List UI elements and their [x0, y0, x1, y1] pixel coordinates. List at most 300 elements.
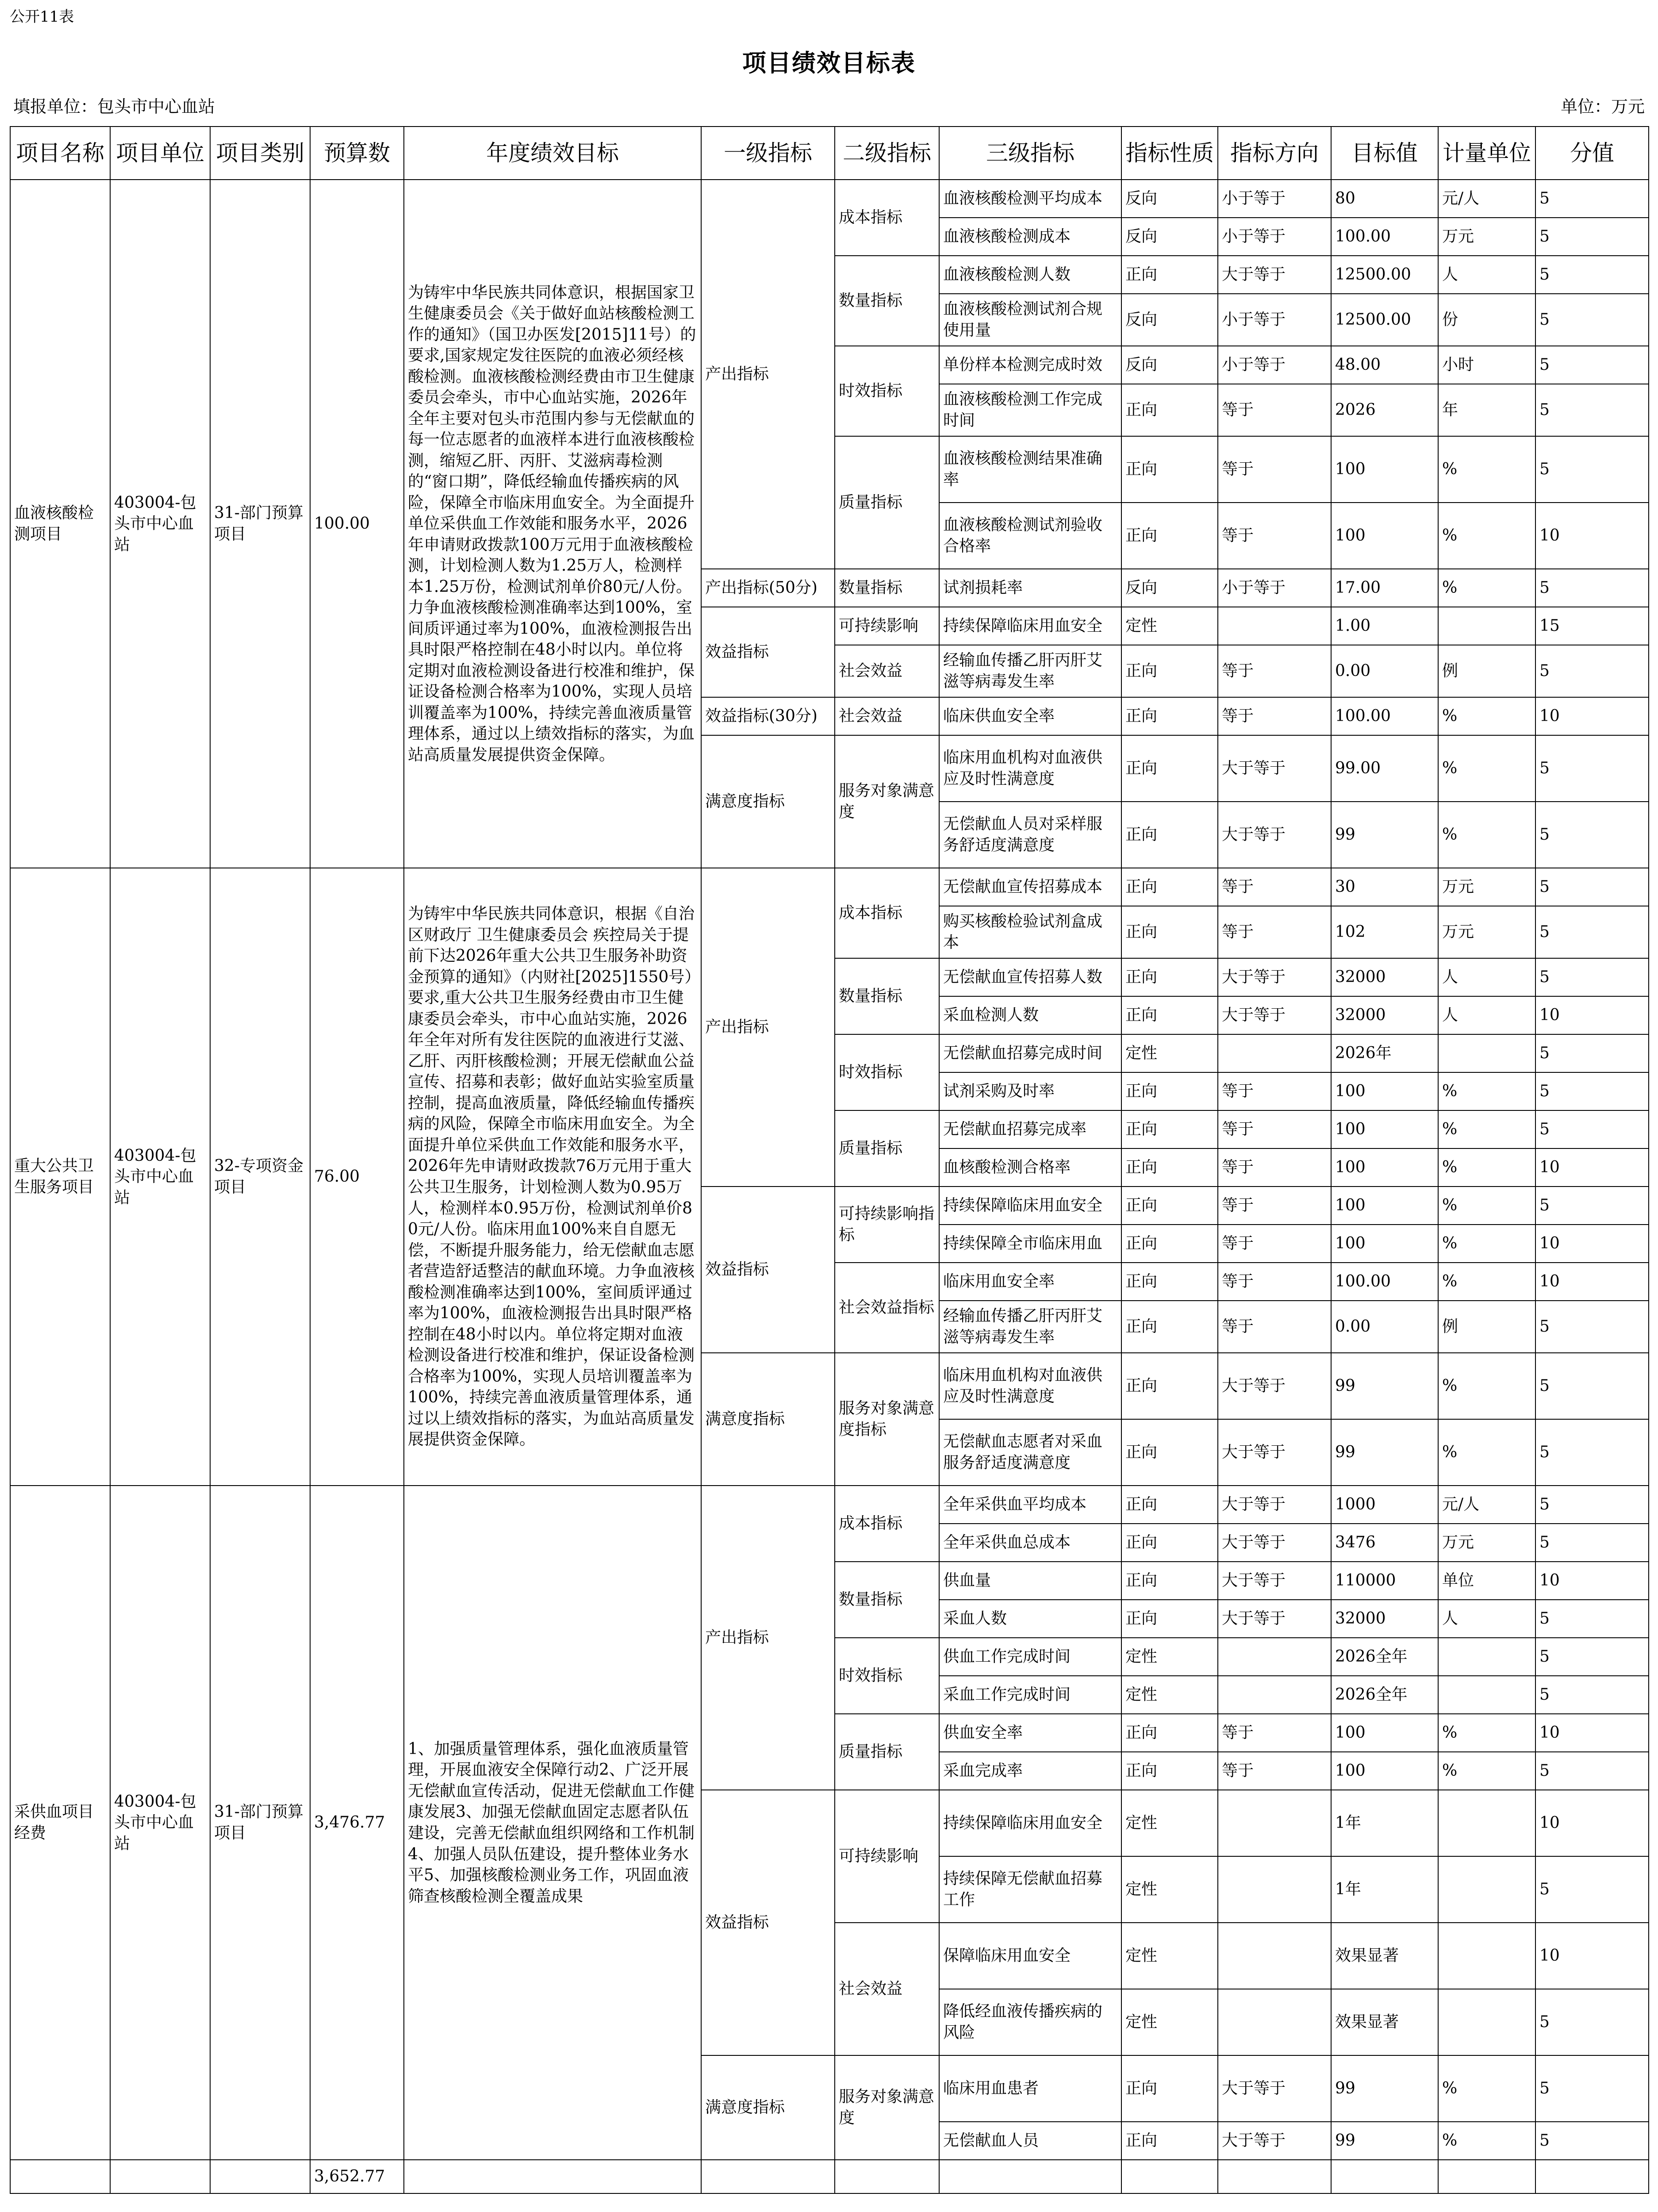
indicator-direction [1218, 1034, 1331, 1072]
target-value: 48.00 [1331, 346, 1438, 384]
score: 10 [1535, 1714, 1649, 1752]
target-value: 99.00 [1331, 735, 1438, 802]
score: 15 [1535, 607, 1649, 645]
measure-unit: % [1438, 1187, 1535, 1225]
score: 5 [1535, 2055, 1649, 2122]
level1-indicator: 效益指标 [701, 1187, 835, 1353]
level3-indicator: 供血工作完成时间 [939, 1638, 1121, 1676]
annual-goal: 为铸牢中华民族共同体意识，根据《自治区财政厅 卫生健康委员会 疾控局关于提前下达2026年重大公共卫生服务补助资金预算的通知》（内财社[2025]1550号）要求,重大公共卫生服务经费由市卫生健康委员会牵头，市中心血站实施，2026年全年对所有发往医院的血液进行艾滋、乙肝、丙肝核酸检测；开展无偿献血公益宣传、招募和表彰；做好血站实验室质量控制，提高血液质量，降低经输血传播疾病的风险，保障全市临床用血安全。为全面提升单位采供血工作效能和服务水平，2026年先申请财政拨款76万元用于重大公共卫生服务，计划检测人数为0.95万人，检测样本0.95万份，检测试剂单价80元/人份。临床用血100%来自自愿无偿，不断提升服务能力，给无偿献血志愿者营造舒适整洁的献血环境。力争血液核酸检测准确率达到100%，室间质评通过率为100%，血液检测报告出具时限严格控制在48小时以内。单位将定期对血液检测设备进行校准和维护，保证设备检测合格率为100%，实现人员培训覆盖率为100%，持续完善血液质量管理体系，通过以上绩效指标的落实，为血站高质量发展提供资金保障。 [404, 868, 701, 1486]
sheet-id: 公开11表 [10, 8, 74, 26]
indicator-direction [1218, 1989, 1331, 2055]
indicator-direction: 大于等于 [1218, 2122, 1331, 2160]
indicator-nature: 正向 [1121, 1110, 1218, 1148]
measure-unit: 万元 [1438, 218, 1535, 256]
target-value: 100.00 [1331, 1263, 1438, 1301]
score: 5 [1535, 180, 1649, 218]
indicator-direction: 等于 [1218, 1148, 1331, 1187]
score: 5 [1535, 1600, 1649, 1638]
indicator-nature: 正向 [1121, 1148, 1218, 1187]
measure-unit: % [1438, 2055, 1535, 2122]
level3-indicator: 持续保障临床用血安全 [939, 607, 1121, 645]
target-value: 2026全年 [1331, 1676, 1438, 1714]
col-header: 计量单位 [1438, 127, 1535, 180]
measure-unit: 万元 [1438, 868, 1535, 906]
target-value: 100 [1331, 1072, 1438, 1110]
indicator-nature: 正向 [1121, 697, 1218, 735]
col-header: 年度绩效目标 [404, 127, 701, 180]
indicator-nature: 正向 [1121, 1524, 1218, 1562]
target-value: 100 [1331, 1225, 1438, 1263]
level2-indicator: 成本指标 [835, 180, 939, 256]
empty-cell [939, 2160, 1121, 2193]
level3-indicator: 血液核酸检测成本 [939, 218, 1121, 256]
target-value: 1.00 [1331, 607, 1438, 645]
measure-unit [1438, 1034, 1535, 1072]
indicator-direction: 大于等于 [1218, 256, 1331, 294]
score: 5 [1535, 346, 1649, 384]
level3-indicator: 无偿献血宣传招募成本 [939, 868, 1121, 906]
score: 10 [1535, 1225, 1649, 1263]
indicator-nature: 正向 [1121, 996, 1218, 1034]
score: 10 [1535, 1923, 1649, 1989]
score: 5 [1535, 1419, 1649, 1486]
indicator-nature: 正向 [1121, 868, 1218, 906]
level2-indicator: 社会效益 [835, 697, 939, 735]
measure-unit: % [1438, 1353, 1535, 1419]
empty-cell [701, 2160, 835, 2193]
level3-indicator: 临床供血安全率 [939, 697, 1121, 735]
indicator-nature: 正向 [1121, 1419, 1218, 1486]
indicator-nature: 正向 [1121, 384, 1218, 436]
score: 5 [1535, 436, 1649, 503]
indicator-direction: 等于 [1218, 1752, 1331, 1790]
indicator-direction: 等于 [1218, 868, 1331, 906]
col-header: 三级指标 [939, 127, 1121, 180]
target-value: 100 [1331, 1752, 1438, 1790]
target-value: 102 [1331, 906, 1438, 958]
level3-indicator: 临床用血安全率 [939, 1263, 1121, 1301]
score: 5 [1535, 218, 1649, 256]
level2-indicator: 社会效益指标 [835, 1263, 939, 1353]
target-value: 12500.00 [1331, 294, 1438, 346]
table-row [10, 1486, 1649, 1524]
target-value: 32000 [1331, 1600, 1438, 1638]
total-row [10, 2160, 1649, 2193]
level3-indicator: 无偿献血宣传招募人数 [939, 958, 1121, 996]
table-row [10, 180, 1649, 218]
indicator-nature: 正向 [1121, 503, 1218, 569]
annual-goal: 为铸牢中华民族共同体意识，根据国家卫生健康委员会《关于做好血站核酸检测工作的通知》（国卫办医发[2015]11号）的要求,国家规定发往医院的血液必须经核酸检测。血液核酸检测经费由市卫生健康委员会牵头，市中心血站实施，2026年全年主要对包头市范围内参与无偿献血的每一位志愿者的血液样本进行血液核酸检测，缩短乙肝、丙肝、艾滋病毒检测的“窗口期”，降低经输血传播疾病的风险，保障全市临床用血安全。为全面提升单位采供血工作效能和服务水平，2026年申请财政拨款100万元用于血液核酸检测，计划检测人数为1.25万人，检测样本1.25万份，检测试剂单价80元/人份。力争血液核酸检测准确率达到100%，室间质评通过率为100%，血液检测报告出具时限严格控制在48小时以内。单位将定期对血液检测设备进行校准和维护，保证设备检测合格率为100%，实现人员培训覆盖率为100%，持续完善血液质量管理体系，通过以上绩效指标的落实，为血站高质量发展提供资金保障。 [404, 180, 701, 868]
col-header: 项目名称 [10, 127, 110, 180]
target-value: 99 [1331, 802, 1438, 868]
indicator-nature: 正向 [1121, 1353, 1218, 1419]
level2-indicator: 成本指标 [835, 868, 939, 958]
indicator-nature: 定性 [1121, 1676, 1218, 1714]
measure-unit: 人 [1438, 958, 1535, 996]
measure-unit: 年 [1438, 384, 1535, 436]
target-value: 效果显著 [1331, 1989, 1438, 2055]
table-row [10, 868, 1649, 906]
currency-unit: 单位：万元 [1560, 97, 1645, 116]
target-value: 100 [1331, 1148, 1438, 1187]
level3-indicator: 经输血传播乙肝丙肝艾滋等病毒发生率 [939, 645, 1121, 697]
score: 10 [1535, 1562, 1649, 1600]
level3-indicator: 全年采供血平均成本 [939, 1486, 1121, 1524]
col-header: 预算数 [310, 127, 404, 180]
indicator-direction: 大于等于 [1218, 1486, 1331, 1524]
empty-cell [1218, 2160, 1331, 2193]
measure-unit: 元/人 [1438, 1486, 1535, 1524]
level3-indicator: 全年采供血总成本 [939, 1524, 1121, 1562]
level3-indicator: 试剂损耗率 [939, 569, 1121, 607]
indicator-nature: 正向 [1121, 1600, 1218, 1638]
level2-indicator: 数量指标 [835, 256, 939, 346]
measure-unit: % [1438, 802, 1535, 868]
project-unit: 403004-包头市中心血站 [110, 180, 210, 868]
empty-cell [404, 2160, 701, 2193]
indicator-nature: 正向 [1121, 735, 1218, 802]
project-budget: 76.00 [310, 868, 404, 1486]
indicator-nature: 正向 [1121, 256, 1218, 294]
score: 5 [1535, 1856, 1649, 1923]
measure-unit: % [1438, 503, 1535, 569]
col-header: 分值 [1535, 127, 1649, 180]
indicator-direction [1218, 1676, 1331, 1714]
project-category: 32-专项资金项目 [210, 868, 310, 1486]
measure-unit: % [1438, 1110, 1535, 1148]
score: 5 [1535, 1486, 1649, 1524]
target-value: 1年 [1331, 1856, 1438, 1923]
measure-unit: 例 [1438, 645, 1535, 697]
indicator-direction: 等于 [1218, 906, 1331, 958]
measure-unit: 人 [1438, 1600, 1535, 1638]
col-header: 目标值 [1331, 127, 1438, 180]
level1-indicator: 产出指标(50分) [701, 569, 835, 607]
level3-indicator: 血液核酸检测人数 [939, 256, 1121, 294]
level3-indicator: 采血完成率 [939, 1752, 1121, 1790]
level3-indicator: 试剂采购及时率 [939, 1072, 1121, 1110]
indicator-direction: 等于 [1218, 1225, 1331, 1263]
level3-indicator: 血液核酸检测试剂合规使用量 [939, 294, 1121, 346]
measure-unit [1438, 1989, 1535, 2055]
col-header: 指标方向 [1218, 127, 1331, 180]
target-value: 32000 [1331, 996, 1438, 1034]
target-value: 效果显著 [1331, 1923, 1438, 1989]
reporting-unit: 填报单位：包头市中心血站 [13, 97, 215, 116]
indicator-direction [1218, 1923, 1331, 1989]
score: 5 [1535, 958, 1649, 996]
col-header: 项目类别 [210, 127, 310, 180]
level2-indicator: 质量指标 [835, 1110, 939, 1187]
level2-indicator: 成本指标 [835, 1486, 939, 1562]
indicator-direction [1218, 1638, 1331, 1676]
measure-unit: 例 [1438, 1301, 1535, 1353]
indicator-direction: 小于等于 [1218, 294, 1331, 346]
empty-cell [1331, 2160, 1438, 2193]
indicator-nature: 定性 [1121, 1034, 1218, 1072]
measure-unit: % [1438, 1714, 1535, 1752]
indicator-direction: 等于 [1218, 1187, 1331, 1225]
measure-unit: % [1438, 1072, 1535, 1110]
level3-indicator: 采血工作完成时间 [939, 1676, 1121, 1714]
indicator-direction: 大于等于 [1218, 1524, 1331, 1562]
level3-indicator: 无偿献血招募完成时间 [939, 1034, 1121, 1072]
indicator-nature: 反向 [1121, 180, 1218, 218]
indicator-nature: 正向 [1121, 2055, 1218, 2122]
level2-indicator: 社会效益 [835, 1923, 939, 2055]
project-name: 采供血项目经费 [10, 1486, 110, 2160]
page-title: 项目绩效目标表 [742, 49, 916, 77]
score: 5 [1535, 802, 1649, 868]
indicator-direction: 等于 [1218, 1072, 1331, 1110]
project-unit: 403004-包头市中心血站 [110, 1486, 210, 2160]
level1-indicator: 效益指标 [701, 607, 835, 697]
level2-indicator: 数量指标 [835, 958, 939, 1034]
indicator-nature: 正向 [1121, 1225, 1218, 1263]
score: 5 [1535, 735, 1649, 802]
target-value: 17.00 [1331, 569, 1438, 607]
target-value: 100.00 [1331, 218, 1438, 256]
indicator-nature: 正向 [1121, 436, 1218, 503]
level3-indicator: 供血量 [939, 1562, 1121, 1600]
target-value: 110000 [1331, 1562, 1438, 1600]
indicator-direction: 大于等于 [1218, 1562, 1331, 1600]
project-budget: 3,476.77 [310, 1486, 404, 2160]
score: 10 [1535, 503, 1649, 569]
level1-indicator: 满意度指标 [701, 1353, 835, 1486]
measure-unit [1438, 1638, 1535, 1676]
level2-indicator: 可持续影响 [835, 607, 939, 645]
level3-indicator: 供血安全率 [939, 1714, 1121, 1752]
project-unit: 403004-包头市中心血站 [110, 868, 210, 1486]
level3-indicator: 经输血传播乙肝丙肝艾滋等病毒发生率 [939, 1301, 1121, 1353]
indicator-nature: 反向 [1121, 346, 1218, 384]
score: 5 [1535, 906, 1649, 958]
measure-unit: 人 [1438, 256, 1535, 294]
header-row [10, 127, 1649, 180]
score: 5 [1535, 1524, 1649, 1562]
level2-indicator: 时效指标 [835, 346, 939, 436]
empty-cell [835, 2160, 939, 2193]
indicator-direction: 大于等于 [1218, 1353, 1331, 1419]
empty-cell [1121, 2160, 1218, 2193]
score: 5 [1535, 569, 1649, 607]
score: 5 [1535, 384, 1649, 436]
score: 5 [1535, 1187, 1649, 1225]
measure-unit: 小时 [1438, 346, 1535, 384]
project-budget: 100.00 [310, 180, 404, 868]
level2-indicator: 服务对象满意度 [835, 735, 939, 868]
target-value: 2026年 [1331, 1034, 1438, 1072]
score: 5 [1535, 1752, 1649, 1790]
indicator-direction: 等于 [1218, 384, 1331, 436]
indicator-direction: 大于等于 [1218, 735, 1331, 802]
score: 5 [1535, 1989, 1649, 2055]
indicator-direction [1218, 1856, 1331, 1923]
score: 10 [1535, 996, 1649, 1034]
col-header: 指标性质 [1121, 127, 1218, 180]
indicator-direction: 等于 [1218, 645, 1331, 697]
target-value: 99 [1331, 1419, 1438, 1486]
level2-indicator: 质量指标 [835, 1714, 939, 1790]
score: 10 [1535, 697, 1649, 735]
indicator-direction: 小于等于 [1218, 569, 1331, 607]
indicator-direction: 等于 [1218, 697, 1331, 735]
target-value: 100 [1331, 1187, 1438, 1225]
level2-indicator: 数量指标 [835, 1562, 939, 1638]
measure-unit: % [1438, 1419, 1535, 1486]
indicator-nature: 反向 [1121, 218, 1218, 256]
level3-indicator: 无偿献血人员对采样服务舒适度满意度 [939, 802, 1121, 868]
indicator-nature: 反向 [1121, 294, 1218, 346]
indicator-nature: 正向 [1121, 1562, 1218, 1600]
target-value: 32000 [1331, 958, 1438, 996]
measure-unit: % [1438, 735, 1535, 802]
empty-cell [110, 2160, 210, 2193]
indicator-direction: 小于等于 [1218, 180, 1331, 218]
level2-indicator: 服务对象满意度 [835, 2055, 939, 2160]
score: 5 [1535, 1110, 1649, 1148]
empty-cell [10, 2160, 110, 2193]
score: 5 [1535, 294, 1649, 346]
annual-goal: 1、加强质量管理体系，强化血液质量管理，开展血液安全保障行动2、广泛开展无偿献血宣传活动，促进无偿献血工作健康发展3、加强无偿献血固定志愿者队伍建设，完善无偿献血组织网络和工作机制4、加强人员队伍建设，提升整体业务水平5、加强核酸检测业务工作，巩固血液筛查核酸检测全覆盖成果 [404, 1486, 701, 2160]
target-value: 99 [1331, 2055, 1438, 2122]
level3-indicator: 血核酸检测合格率 [939, 1148, 1121, 1187]
level3-indicator: 血液核酸检测结果准确率 [939, 436, 1121, 503]
indicator-direction: 大于等于 [1218, 1600, 1331, 1638]
level3-indicator: 保障临床用血安全 [939, 1923, 1121, 1989]
target-value: 99 [1331, 2122, 1438, 2160]
level2-indicator: 时效指标 [835, 1638, 939, 1714]
indicator-nature: 定性 [1121, 1790, 1218, 1856]
indicator-direction [1218, 1790, 1331, 1856]
target-value: 100 [1331, 436, 1438, 503]
level2-indicator: 质量指标 [835, 436, 939, 569]
level3-indicator: 持续保障临床用血安全 [939, 1790, 1121, 1856]
level2-indicator: 社会效益 [835, 645, 939, 697]
project-category: 31-部门预算项目 [210, 1486, 310, 2160]
level3-indicator: 采血检测人数 [939, 996, 1121, 1034]
indicator-nature: 定性 [1121, 1989, 1218, 2055]
level3-indicator: 临床用血患者 [939, 2055, 1121, 2122]
level3-indicator: 血液核酸检测试剂验收合格率 [939, 503, 1121, 569]
level3-indicator: 无偿献血人员 [939, 2122, 1121, 2160]
level3-indicator: 采血人数 [939, 1600, 1121, 1638]
measure-unit [1438, 607, 1535, 645]
target-value: 0.00 [1331, 645, 1438, 697]
target-value: 1年 [1331, 1790, 1438, 1856]
target-value: 100 [1331, 1714, 1438, 1752]
measure-unit [1438, 1923, 1535, 1989]
project-name: 血液核酸检测项目 [10, 180, 110, 868]
level1-indicator: 产出指标 [701, 868, 835, 1187]
score: 5 [1535, 645, 1649, 697]
project-category: 31-部门预算项目 [210, 180, 310, 868]
indicator-nature: 正向 [1121, 958, 1218, 996]
score: 5 [1535, 256, 1649, 294]
level2-indicator: 时效指标 [835, 1034, 939, 1110]
indicator-direction: 大于等于 [1218, 996, 1331, 1034]
measure-unit: % [1438, 697, 1535, 735]
indicator-nature: 正向 [1121, 1714, 1218, 1752]
indicator-direction: 等于 [1218, 1110, 1331, 1148]
indicator-direction: 大于等于 [1218, 802, 1331, 868]
indicator-direction: 等于 [1218, 1263, 1331, 1301]
measure-unit [1438, 1790, 1535, 1856]
level1-indicator: 效益指标(30分) [701, 697, 835, 735]
target-value: 3476 [1331, 1524, 1438, 1562]
level2-indicator: 数量指标 [835, 569, 939, 607]
target-value: 0.00 [1331, 1301, 1438, 1353]
col-header: 项目单位 [110, 127, 210, 180]
indicator-nature: 反向 [1121, 569, 1218, 607]
measure-unit: % [1438, 1263, 1535, 1301]
level2-indicator: 服务对象满意度指标 [835, 1353, 939, 1486]
target-value: 2026 [1331, 384, 1438, 436]
indicator-nature: 正向 [1121, 1263, 1218, 1301]
level1-indicator: 满意度指标 [701, 735, 835, 868]
indicator-direction: 大于等于 [1218, 2055, 1331, 2122]
indicator-direction: 大于等于 [1218, 1419, 1331, 1486]
indicator-nature: 正向 [1121, 1187, 1218, 1225]
level3-indicator: 单份样本检测完成时效 [939, 346, 1121, 384]
col-header: 一级指标 [701, 127, 835, 180]
level3-indicator: 临床用血机构对血液供应及时性满意度 [939, 1353, 1121, 1419]
indicator-direction: 小于等于 [1218, 346, 1331, 384]
level1-indicator: 产出指标 [701, 1486, 835, 1790]
indicator-nature: 正向 [1121, 906, 1218, 958]
indicator-direction [1218, 607, 1331, 645]
indicator-direction: 等于 [1218, 1301, 1331, 1353]
score: 5 [1535, 1676, 1649, 1714]
level3-indicator: 持续保障临床用血安全 [939, 1187, 1121, 1225]
level3-indicator: 临床用血机构对血液供应及时性满意度 [939, 735, 1121, 802]
score: 5 [1535, 1353, 1649, 1419]
project-name: 重大公共卫生服务项目 [10, 868, 110, 1486]
measure-unit: 人 [1438, 996, 1535, 1034]
measure-unit: 万元 [1438, 1524, 1535, 1562]
score: 10 [1535, 1263, 1649, 1301]
score: 5 [1535, 1638, 1649, 1676]
score: 5 [1535, 1072, 1649, 1110]
level2-indicator: 可持续影响指标 [835, 1187, 939, 1263]
indicator-nature: 定性 [1121, 1923, 1218, 1989]
level1-indicator: 满意度指标 [701, 2055, 835, 2160]
empty-cell [1535, 2160, 1649, 2193]
score: 5 [1535, 1301, 1649, 1353]
measure-unit: % [1438, 1752, 1535, 1790]
total-budget: 3,652.77 [310, 2160, 404, 2193]
target-value: 12500.00 [1331, 256, 1438, 294]
indicator-direction: 小于等于 [1218, 218, 1331, 256]
score: 10 [1535, 1148, 1649, 1187]
empty-cell [1438, 2160, 1535, 2193]
level3-indicator: 购买核酸检验试剂盒成本 [939, 906, 1121, 958]
indicator-direction: 等于 [1218, 1714, 1331, 1752]
indicator-nature: 正向 [1121, 1301, 1218, 1353]
level3-indicator: 血液核酸检测工作完成时间 [939, 384, 1121, 436]
score: 5 [1535, 1034, 1649, 1072]
target-value: 30 [1331, 868, 1438, 906]
target-value: 2026全年 [1331, 1638, 1438, 1676]
level1-indicator: 效益指标 [701, 1790, 835, 2055]
indicator-nature: 定性 [1121, 607, 1218, 645]
performance-table [10, 126, 1649, 2194]
indicator-direction: 等于 [1218, 503, 1331, 569]
col-header: 二级指标 [835, 127, 939, 180]
indicator-nature: 正向 [1121, 2122, 1218, 2160]
indicator-nature: 正向 [1121, 1752, 1218, 1790]
